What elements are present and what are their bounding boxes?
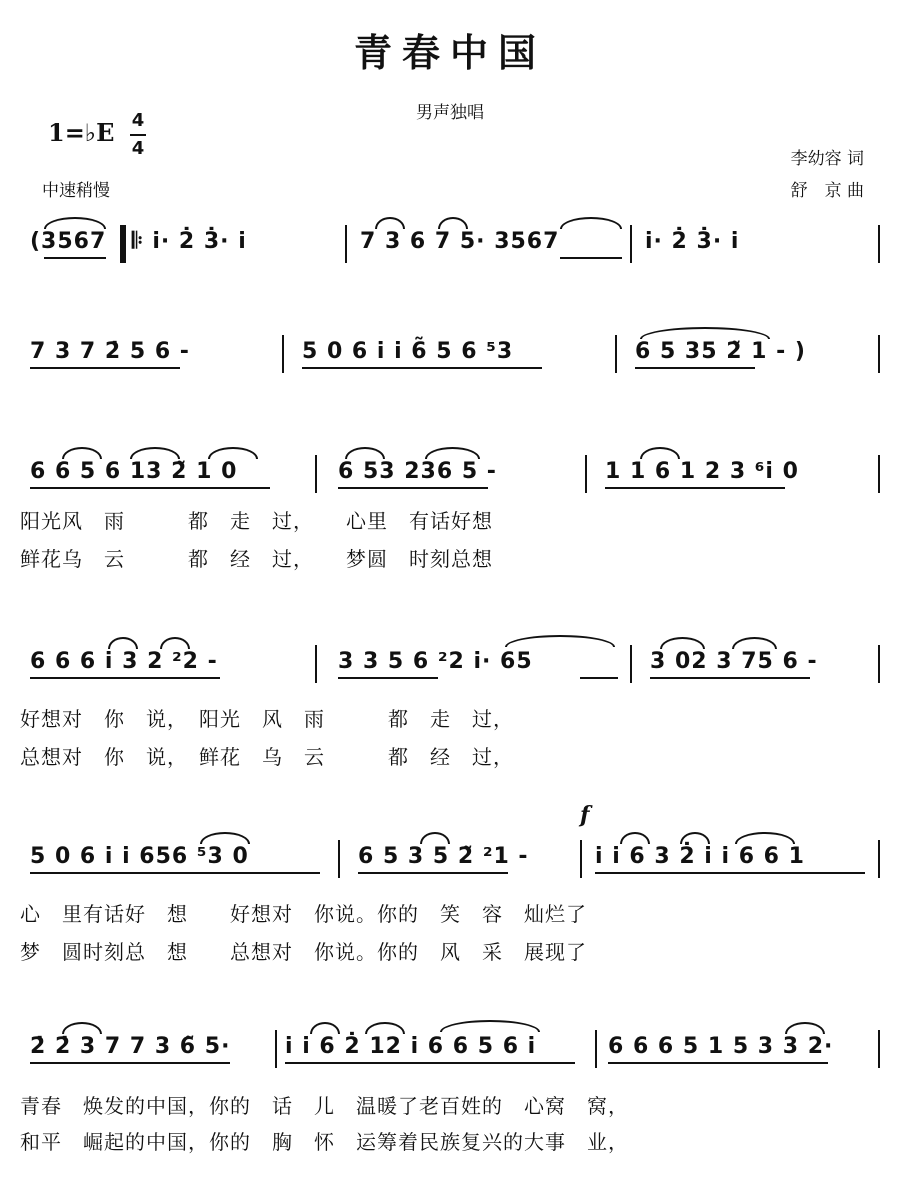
underline-beam bbox=[608, 1062, 828, 1064]
key-signature: 1=♭E bbox=[48, 118, 115, 147]
time-signature-bottom: 4 bbox=[131, 138, 145, 159]
lyrics-verse-2: 总想对 你 说， 鲜花 乌 云 都 经 过， bbox=[20, 745, 514, 769]
slur bbox=[735, 832, 795, 844]
underline-beam bbox=[30, 1062, 230, 1064]
underline-beam bbox=[302, 367, 542, 369]
notation-segment: i· 2̇ 3̇· i bbox=[645, 229, 740, 254]
lyrics-verse-1: 心 里有话好 想 好想对 你说。你的 笑 容 灿烂了 bbox=[20, 902, 587, 926]
notation-segment: i i 6 2̇ 12 i 6 6 5 6 i bbox=[285, 1034, 537, 1059]
slur bbox=[438, 217, 468, 229]
notation-line bbox=[20, 445, 882, 495]
notation-segment: 6 5 3 5 2̃ ²1 - bbox=[358, 844, 529, 869]
barline bbox=[585, 455, 587, 493]
repeat-barline bbox=[120, 225, 126, 263]
barline bbox=[878, 1030, 880, 1068]
notation-segment: 5 0 6 i i 656 ⁵3 0 bbox=[30, 844, 249, 869]
notation-segment: 2̇ 2̇ 3 7 7 3 6̃ 5· bbox=[30, 1034, 231, 1059]
notation-segment: 1 1 6 1 2 3 ⁶i 0 bbox=[605, 459, 799, 484]
composer-credit: 舒 京 曲 bbox=[790, 181, 864, 201]
barline bbox=[878, 840, 880, 878]
notation-line bbox=[20, 830, 882, 880]
barline bbox=[275, 1030, 277, 1068]
lyrics-verse-1: 好想对 你 说， 阳光 风 雨 都 走 过， bbox=[20, 707, 514, 731]
time-signature-top: 4 bbox=[131, 110, 145, 131]
barline bbox=[878, 455, 880, 493]
lyrics-verse-1: 阳光风 雨 都 走 过， 心里 有话好想 bbox=[20, 509, 493, 533]
barline bbox=[878, 645, 880, 683]
notation-line bbox=[20, 325, 882, 375]
barline bbox=[580, 840, 582, 878]
underline-beam bbox=[595, 872, 865, 874]
slur bbox=[310, 1022, 340, 1034]
slur bbox=[505, 635, 615, 647]
slur bbox=[420, 832, 450, 844]
lyrics-verse-1: 青春 焕发的中国，你的 话 儿 温暖了老百姓的 心窝 窝， bbox=[20, 1094, 629, 1118]
slur bbox=[130, 447, 180, 459]
notation-line bbox=[20, 215, 882, 265]
lyrics-verse-2: 鲜花乌 云 都 经 过， 梦圆 时刻总想 bbox=[20, 547, 493, 571]
lyrics-verse-2: 和平 崛起的中国，你的 胸 怀 运筹着民族复兴的大事 业， bbox=[20, 1130, 629, 1154]
barline bbox=[615, 335, 617, 373]
barline bbox=[345, 225, 347, 263]
notation-segment: 7 3 6 7 5· 3567 bbox=[360, 229, 560, 254]
song-title: 青春中国 bbox=[353, 30, 546, 75]
slur bbox=[640, 327, 770, 339]
slur bbox=[660, 637, 705, 649]
dynamic-forte: f bbox=[580, 802, 590, 828]
slur bbox=[680, 832, 710, 844]
underline-beam bbox=[560, 257, 622, 259]
underline-beam bbox=[285, 1062, 575, 1064]
notation-segment: 6 6 6 i 3 2 ²2 - bbox=[30, 649, 218, 674]
underline-beam bbox=[44, 257, 106, 259]
notation-segment: 6 6 6 5 1 5 3 3 2· bbox=[608, 1034, 834, 1059]
barline bbox=[282, 335, 284, 373]
barline bbox=[878, 225, 880, 263]
slur bbox=[62, 447, 102, 459]
slur bbox=[732, 637, 777, 649]
notation-segment: i i 6 3 2̇ i i 6 6 1 bbox=[595, 844, 805, 869]
underline-beam bbox=[635, 367, 755, 369]
slur bbox=[200, 832, 250, 844]
slur bbox=[208, 447, 258, 459]
slur bbox=[560, 217, 622, 229]
slur bbox=[44, 217, 106, 229]
slur bbox=[440, 1020, 540, 1032]
barline bbox=[338, 840, 340, 878]
underline-beam bbox=[338, 677, 438, 679]
notation-segment: 6 5 35 2̃ 1 - ) bbox=[635, 339, 806, 364]
underline-beam bbox=[580, 677, 618, 679]
notation-segment: 6 6 5 6 13 2̃ 1 0 bbox=[30, 459, 238, 484]
notation-segment: 5 0 6 i i 6̃ 5 6 ⁵3 bbox=[302, 339, 514, 364]
barline bbox=[630, 225, 632, 263]
time-signature bbox=[130, 108, 146, 162]
barline bbox=[878, 335, 880, 373]
underline-beam bbox=[605, 487, 785, 489]
slur bbox=[62, 1022, 102, 1034]
barline bbox=[315, 645, 317, 683]
slur bbox=[640, 447, 680, 459]
slur bbox=[620, 832, 650, 844]
underline-beam bbox=[650, 677, 810, 679]
lyrics-verse-2: 梦 圆时刻总 想 总想对 你说。你的 风 采 展现了 bbox=[20, 940, 587, 964]
notation-line bbox=[20, 1020, 882, 1070]
song-subtitle: 男声独唱 bbox=[416, 103, 484, 123]
notation-segment: 3 3 5 6 ²2 i· 65 bbox=[338, 649, 533, 674]
notation-line bbox=[20, 635, 882, 685]
slur bbox=[365, 1022, 405, 1034]
slur bbox=[345, 447, 385, 459]
underline-beam bbox=[30, 367, 180, 369]
lyricist-credit: 李幼容 词 bbox=[790, 149, 864, 169]
slur bbox=[108, 637, 138, 649]
notation-segment: 3 02 3 75 6 - bbox=[650, 649, 818, 674]
tempo-marking: 中速稍慢 bbox=[42, 181, 110, 201]
underline-beam bbox=[30, 677, 220, 679]
barline bbox=[595, 1030, 597, 1068]
notation-segment: 6 53 236 5 - bbox=[338, 459, 497, 484]
slur bbox=[785, 1022, 825, 1034]
notation-segment: 7 3 7 2̇ 5 6 - bbox=[30, 339, 190, 364]
underline-beam bbox=[30, 487, 270, 489]
slur bbox=[375, 217, 405, 229]
notation-segment: 𝄆 i· 2̇ 3̇· i bbox=[132, 229, 247, 254]
slur bbox=[425, 447, 480, 459]
underline-beam bbox=[338, 487, 488, 489]
barline bbox=[630, 645, 632, 683]
barline bbox=[315, 455, 317, 493]
slur bbox=[160, 637, 190, 649]
underline-beam bbox=[30, 872, 320, 874]
underline-beam bbox=[358, 872, 508, 874]
notation-segment: (3567 bbox=[30, 229, 107, 254]
